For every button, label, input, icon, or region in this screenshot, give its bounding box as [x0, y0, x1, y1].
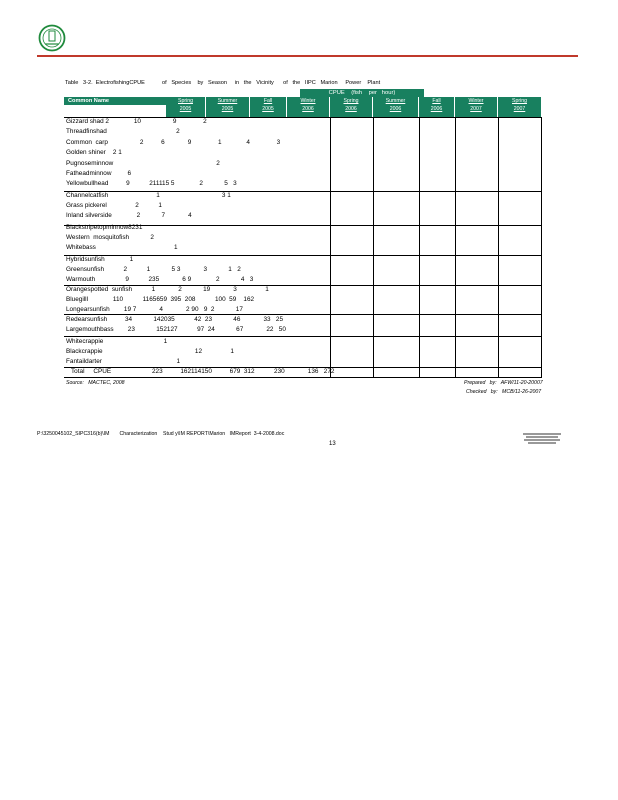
season-header	[373, 97, 418, 117]
season-year: 2006	[345, 106, 357, 112]
header-rule	[37, 55, 578, 57]
table-row: Warmouth 9 235 6 9 2 4 3	[66, 276, 254, 283]
table-bottom-rule	[64, 377, 542, 378]
prepared-by: Prepared by: AFW/11-20-20007	[464, 380, 543, 386]
season-label: Spring	[343, 98, 359, 104]
table-row: Grass pickerel 2 1	[66, 202, 162, 209]
season-year: 2007	[513, 106, 526, 112]
table-row: Western mosquitofish 2	[66, 234, 154, 241]
season-header	[498, 97, 541, 117]
table-row: Golden shiner 2 1	[66, 149, 122, 156]
season-label: Fall	[263, 98, 273, 104]
season-header	[166, 97, 205, 117]
group-rule	[64, 255, 542, 256]
season-year: 2007	[470, 106, 482, 112]
season-label: Summer	[385, 98, 406, 104]
table-row: Redearsunfish 34 142035 42 23 46 33 25	[66, 316, 284, 323]
season-year: 2005	[179, 106, 192, 112]
season-header	[330, 97, 372, 117]
table-row: Yellowbullhead 9 211115 5 2 5 3	[66, 180, 237, 187]
season-year: 2005	[221, 106, 234, 112]
table-row: Longearsunfish 19 7 4 2 90 9 2 17	[66, 306, 243, 313]
table-row: Gizzard shad 2 10 9 2	[66, 118, 207, 125]
column-rule	[330, 117, 331, 377]
page-number: 13	[329, 441, 336, 447]
file-path: P:\3250045102_SIPC316(b)\IM Characterization Stud y\IM REPORT\Marion IMReport 3-4-2008.doc	[37, 431, 285, 437]
column-rule	[541, 117, 542, 377]
source-note: Source: MACTEC, 2008	[66, 380, 125, 386]
season-header	[250, 97, 286, 117]
season-label: Summer	[217, 98, 238, 104]
season-label: Winter	[300, 98, 316, 104]
table-row: Greensunfish 2 1 5 3 3 1 2	[66, 266, 241, 273]
season-year: 2006	[302, 106, 314, 112]
season-label: Fall	[432, 98, 441, 104]
table-row: Orangespotted sunfish 1 2 19 3 1	[66, 286, 269, 293]
company-stamp	[522, 432, 562, 446]
column-rule	[455, 117, 456, 377]
table-row: Largemouthbass 23 152127 97 24 67 22 50	[66, 326, 286, 333]
season-header	[419, 97, 454, 117]
column-rule	[498, 117, 499, 377]
season-label: Winter	[468, 98, 484, 104]
common-name-header	[64, 97, 166, 105]
table-caption: Table 3-2. ElectrofishingCPUE of Species by Season in the Vicinity of the IIPC Marion Power Plant	[65, 80, 381, 86]
table-row: Common carp 2 6 9 1 4 3	[66, 139, 281, 146]
total-row: Total CPUE 223 162114150 679 312 230 136 272	[64, 368, 335, 375]
table-row: Fantaildarter 1	[66, 358, 181, 365]
season-year: 2006	[389, 106, 402, 112]
checked-by: Checked by: MCB/11-26-2007	[466, 389, 542, 395]
table-row: Threadfinshad 2	[66, 128, 180, 135]
table-row: Whitebass 1	[66, 244, 178, 251]
table-row: Channelcatfish 1 3 1	[66, 192, 231, 199]
season-header	[455, 97, 497, 117]
season-header	[206, 97, 249, 117]
column-rule	[419, 117, 420, 377]
season-year: 2005	[262, 106, 274, 112]
table-row: Fatheadminnow 6	[66, 170, 132, 177]
cpue-header: CPUE (fish per hour)	[300, 89, 424, 97]
table-row: Blackcrappie 12 1	[66, 348, 234, 355]
season-year: 2006	[430, 106, 443, 112]
table-row: Blackstripetopminnow8231	[66, 224, 143, 231]
table-row: Bluegilll 110 1165659 395 208 100 59 162	[66, 296, 255, 303]
season-header	[287, 97, 329, 117]
company-logo	[38, 24, 66, 52]
column-rule	[373, 117, 374, 377]
table-row: Pugnoseminnow 2	[66, 160, 220, 167]
table-row: Hybridsunfish 1	[66, 256, 134, 263]
common-name-header-label: Common Name	[68, 97, 110, 104]
season-label: Spring	[512, 98, 527, 104]
group-rule	[64, 336, 542, 337]
table-row: Whitecrappie 1	[66, 338, 168, 345]
group-rule	[64, 314, 542, 315]
table-row: Inland silverside 2 7 4	[66, 212, 192, 219]
season-label: Spring	[178, 98, 193, 104]
